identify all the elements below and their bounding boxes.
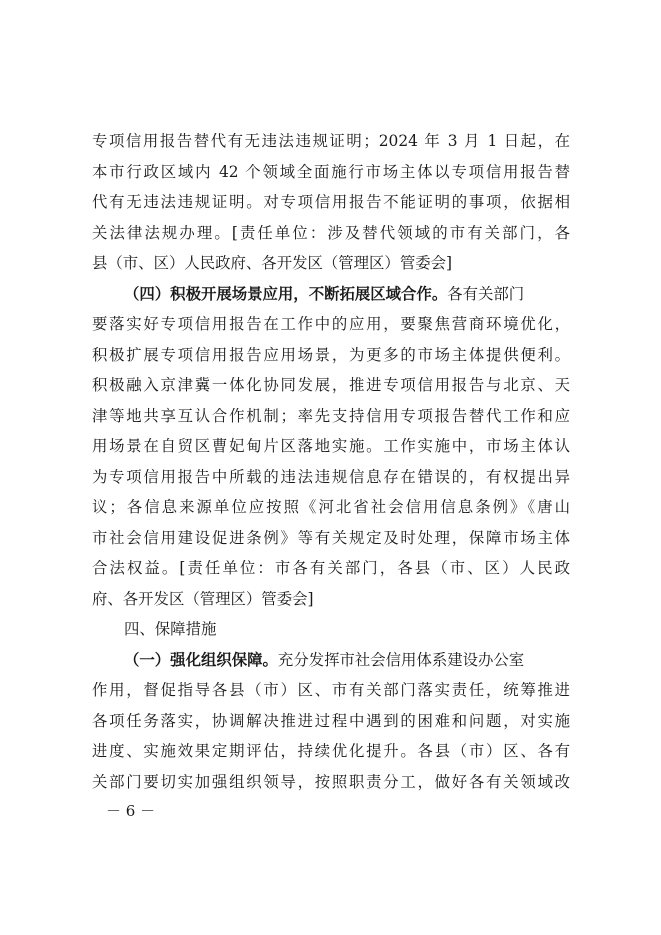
text-line: 积极融入京津冀一体化协同发展，推进专项信用报告与北京、天: [92, 376, 570, 394]
text-fragment: 充分发挥市社会信用体系建设办公室: [277, 650, 525, 669]
text-line: 专项信用报告替代有无违法违规证明；2024 年 3 月 1 日起，在: [92, 132, 570, 150]
text-line: 为专项信用报告中所载的违法违规信息存在错误的，有权提出异: [92, 467, 570, 486]
text-line: 县（市、区）人民政府、各开发区（管理区）管委会]: [92, 254, 452, 272]
text-line: 各项任务落实，协调解决推进过程中遇到的困难和问题，对实施: [92, 711, 570, 730]
text-line: 积极扩展专项信用报告应用场景，为更多的市场主体提供便利。: [92, 345, 570, 364]
text-line: 进度、实施效果定期评估，持续优化提升。各县（市）区、各有: [92, 742, 570, 760]
text-fragment: 各有关部门: [447, 284, 525, 303]
text-line: 本市行政区域内 42 个领域全面施行市场主体以专项信用报告替: [92, 162, 570, 181]
subheading-organization: （一）强化组织保障。: [124, 650, 278, 669]
subheading-scene-application: （四）积极开展场景应用，不断拓展区域合作。: [124, 284, 448, 303]
text-line: 关法律法规办理。[责任单位：涉及替代领域的市有关部门，各: [92, 223, 570, 242]
text-line: 津等地共享互认合作机制；率先支持信用专项报告替代工作和应: [92, 406, 570, 425]
text-line: 府、各开发区（管理区）管委会]: [92, 589, 314, 608]
text-line: 合法权益。[责任单位：市各有关部门，各县（市、区）人民政: [92, 559, 570, 577]
document-body: [92, 126, 570, 797]
text-line: 要落实好专项信用报告在工作中的应用，要聚焦营商环境优化，: [92, 315, 570, 333]
paragraph-first-line: [92, 645, 570, 676]
text-line: 用场景在自贸区曹妃甸片区落地实施。工作实施中，市场主体认: [92, 437, 570, 455]
section-heading: 四、保障措施: [124, 620, 217, 638]
text-line: 市社会信用建设促进条例》等有关规定及时处理，保障市场主体: [92, 528, 570, 547]
paragraph-first-line: [92, 279, 570, 310]
page-number: － 6 －: [106, 802, 156, 820]
text-line: 代有无违法违规证明。对专项信用报告不能证明的事项，依据相: [92, 193, 570, 211]
text-line: 作用，督促指导各县（市）区、市有关部门落实责任，统筹推进: [92, 681, 570, 699]
text-line: 议；各信息来源单位应按照《河北省社会信用信息条例》《唐山: [92, 498, 570, 516]
text-line: 关部门要切实加强组织领导，按照职责分工，做好各有关领域改: [92, 772, 570, 791]
